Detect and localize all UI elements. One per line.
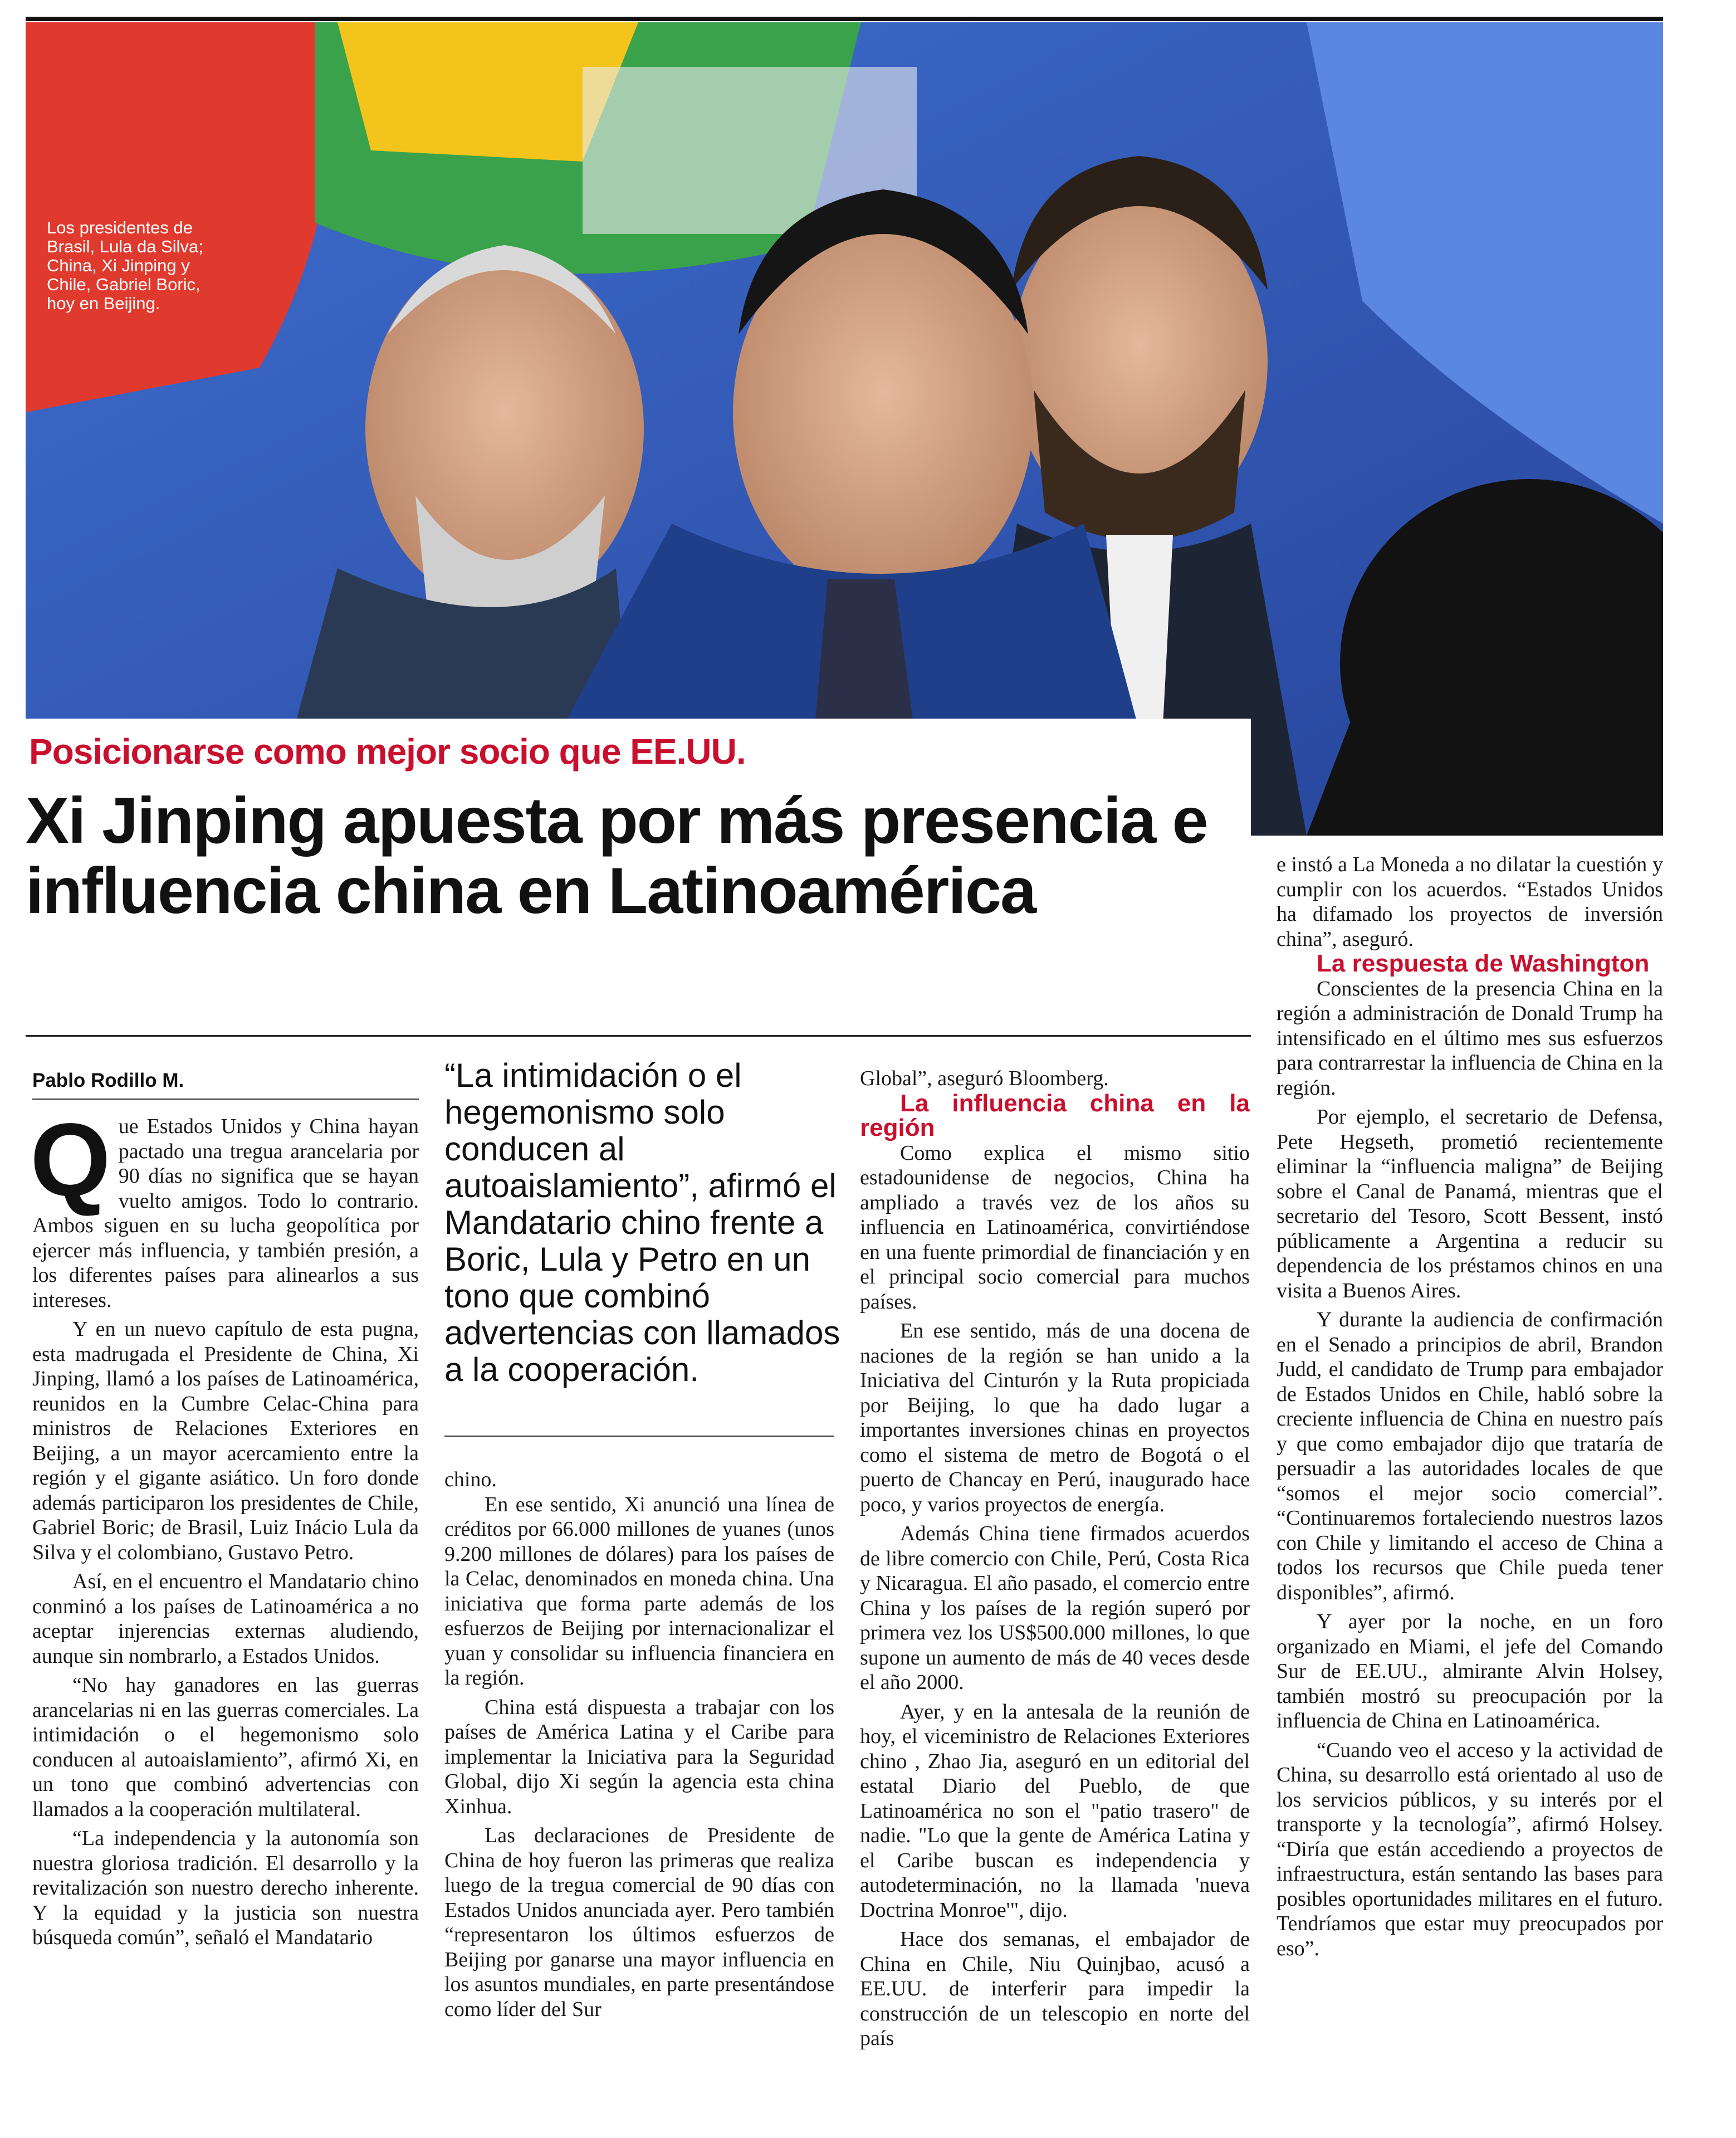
paragraph: “No hay ganadores en las guerras arancelarias ni en las guerras comerciales. La intimidación o el hegemonismo solo conducen al autoaislamiento”, afirmó Xi, en un tono que combinó advertencias con llamados a la cooperación multilateral. <box>32 1673 419 1821</box>
paragraph: Las declaraciones de Presidente de China de hoy fueron las primeras que realiza luego de la tregua comercial de 90 días con Estados Unidos anunciada ayer. Pero también “representaron los últimos esfuerzos de Beijing por ganarse una mayor influencia en los asuntos mundiales, en parte presentándose como líder del Sur <box>444 1824 834 2021</box>
section-subhead: La respuesta de Washington <box>1317 950 1650 977</box>
paragraph: Por ejemplo, el secretario de Defensa, Pete Hegseth, prometió recientemente eliminar la “influencia maligna” de Beijing sobre el Canal de Panamá, mientras que el secretario del Tesoro, Scott Bessent, instó públicamente a Argentina a reducir su dependencia de los préstamos chinos en una visita a Buenos Aires. <box>1277 1105 1663 1302</box>
byline-rule <box>32 1099 419 1100</box>
byline: Pablo Rodillo M. <box>32 1070 184 1091</box>
paragraph: Global”, aseguró Bloomberg. <box>860 1067 1109 1090</box>
paragraph: Así, en el encuentro el Mandatario chino conminó a los países de Latinoamérica a no aceptar injerencias externas aludiendo, aunque sin nombrarlo, a Estados Unidos. <box>32 1570 419 1668</box>
section-subhead: La influencia china en la región <box>860 1089 1250 1141</box>
paragraph: Y ayer por la noche, en un foro organizado en Miami, el jefe del Comando Sur de EE.UU., almirante Alvin Holsey, también mostró su preocupación por la influencia de China en Latinoamérica. <box>1277 1610 1663 1732</box>
photo-caption: Los presidentes de Brasil, Lula da Silva; China, Xi Jinping y Chile, Gabriel Boric, hoy en Beijing. <box>47 218 203 313</box>
top-rule <box>26 17 1663 21</box>
headline-rule <box>26 1035 1251 1037</box>
paragraph: Hace dos semanas, el embajador de China en Chile, Niu Quinjbao, acusó a EE.UU. de interferir para impedir la construcción de un telescopio en norte del país <box>860 1927 1250 2050</box>
paragraph: ue Estados Unidos y China hayan pactado una tregua arancelaria por 90 días no significa que se hayan vuelto amigos. Todo lo contrario. Ambos siguen en su lucha geopolítica por ejercer más influencia, y también presión, a los diferentes países para alinearlos a sus intereses. <box>32 1115 419 1312</box>
paragraph: China está dispuesta a trabajar con los países de América Latina y el Caribe para implementar la Iniciativa para la Seguridad Global, dijo Xi según la agencia esta china Xinhua. <box>444 1695 834 1818</box>
paragraph: Y en un nuevo capítulo de esta pugna, esta madrugada el Presidente de China, Xi Jinping, llamó a los países de Latinoamérica, reunidos en la Cumbre Celac-China para ministros de Relaciones Exteriores en Beijing, a un mayor acercamiento entre la región y el gigante asiático. Un foro donde además participaron los presidentes de Chile, Gabriel Boric; de Brasil, Luiz Inácio Lula da Silva y el colombiano, Gustavo Petro. <box>32 1317 419 1564</box>
paragraph: Conscientes de la presencia China en la región a administración de Donald Trump ha intensificado en el último mes sus esfuerzos para contrarrestar la influencia de China en la región. <box>1277 977 1663 1100</box>
drop-cap: Q <box>30 1102 111 1218</box>
paragraph: chino. <box>444 1468 497 1491</box>
paragraph: En ese sentido, más de una docena de naciones de la región se han unido a la Iniciativa del Cinturón y la Ruta propiciada por Beijing, lo que ha dado lugar a importantes inversiones chinas en proyectos como el sistema de metro de Bogotá o el puerto de Chancay en Perú, inaugurado hace poco, y varios proyectos de energía. <box>860 1319 1250 1516</box>
column-2 <box>444 1467 834 2022</box>
paragraph: Y durante la audiencia de confirmación en el Senado a principios de abril, Brandon Judd, el candidato de Trump para embajador de Estados Unidos en Chile, habló sobre la creciente influencia de China en nuestro país y que como embajador dijo que trataría de persuadir a las autoridades locales de que “somos el mejor socio comercial”. “Continuaremos fortaleciendo nuestros lazos con Chile y limitando el acceso de China a todos los recursos que Chile pueda tener disponibles”, afirmó. <box>1277 1308 1663 1604</box>
headline: Xi Jinping apuesta por más presencia e influencia china en Latinoamérica <box>26 784 1207 927</box>
pull-quote: “La intimidación o el hegemonismo solo conducen al autoaislamiento”, afirmó el Mandatario chino frente a Boric, Lula y Petro en un tono que combinó advertencias con llamados a la cooperación. <box>444 1057 840 1388</box>
paragraph: Como explica el mismo sitio estadounidense de negocios, China ha ampliado a través vez de los años su influencia en Latinoamérica, convirtiéndose en una fuente primordial de financiación y en el principal socio comercial para muchos países. <box>860 1141 1250 1314</box>
paragraph: En ese sentido, Xi anunció una línea de créditos por 66.000 millones de yuanes (unos 9.200 millones de dólares) para los países de la Celac, denominados en moneda china. Una iniciativa que forma parte además de los esfuerzos de Beijing por internacionalizar el yuan y consolidar su influencia financiera en la región. <box>444 1492 834 1690</box>
column-4 <box>1277 852 1663 1961</box>
kicker: Posicionarse como mejor socio que EE.UU. <box>29 731 746 772</box>
paragraph: “Cuando veo el acceso y la actividad de China, su desarrollo está orientado al uso de los servicios públicos, y su interés por el transporte y la tecnología”, afirmó Holsey. “Diría que están accediendo a proyectos de infraestructura, están sentando las bases para posibles oportunidades militares en el futuro. Tendríamos que estar muy preocupados por eso”. <box>1277 1738 1663 1960</box>
column-3 <box>860 1066 1250 2051</box>
paragraph: Además China tiene firmados acuerdos de libre comercio con Chile, Perú, Costa Rica y Nicaragua. El año pasado, el comercio entre China y los países de la región superó por primera vez los US$500.000 millones, lo que supone un aumento de más de 40 veces desde el año 2000. <box>860 1522 1250 1694</box>
pull-quote-rule <box>444 1436 834 1437</box>
lead-photo <box>26 22 1663 836</box>
paragraph: Ayer, y en la antesala de la reunión de hoy, el viceministro de Relaciones Exteriores chino , Zhao Jia, aseguró en un editorial del estatal Diario del Pueblo, de que Latinoamérica no son el "patio trasero" de nadie. "Lo que la gente de América Latina y el Caribe buscan es independencia y autodeterminación, no la llamada 'nueva Doctrina Monroe'", dijo. <box>860 1700 1250 1922</box>
paragraph: e instó a La Moneda a no dilatar la cuestión y cumplir con los acuerdos. “Estados Unidos ha difamado los proyectos de inversión china”, aseguró. <box>1277 853 1663 951</box>
paragraph: “La independencia y la autonomía son nuestra gloriosa tradición. El desarrollo y la revitalización son nuestro derecho inherente. Y la equidad y la justicia son nuestra búsqueda común”, señaló el Mandatario <box>32 1827 419 1949</box>
column-1 <box>30 1102 419 1950</box>
